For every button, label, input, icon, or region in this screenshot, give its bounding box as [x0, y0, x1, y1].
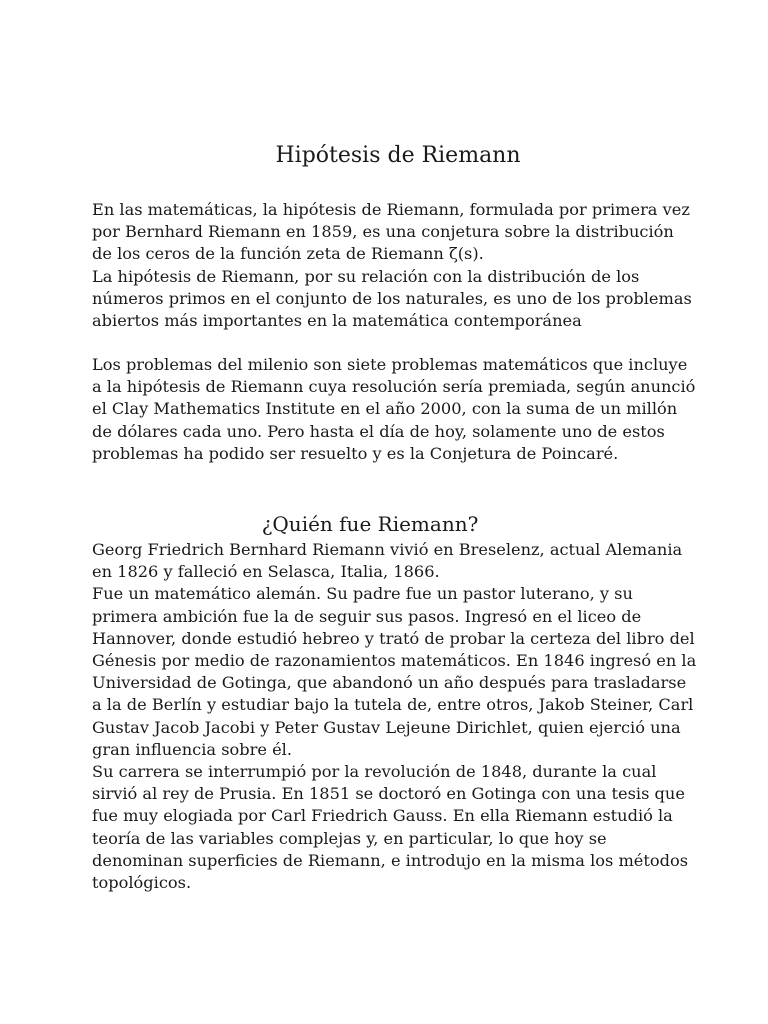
text-line: topológicos.	[92, 873, 192, 893]
millennium-paragraph	[92, 354, 696, 465]
text-line: de dólares cada uno. Pero hasta el día de hoy, solamente uno de estos	[92, 421, 665, 441]
text-line: por Bernhard Riemann en 1859, es una conjetura sobre la distribución	[92, 222, 674, 242]
text-line: Hannover, donde estudió hebreo y trató de probar la certeza del libro del	[92, 628, 695, 648]
text-line: Universidad de Gotinga, que abandonó un año después para trasladarse	[92, 673, 687, 693]
text-line: el Clay Mathematics Institute en el año 2000, con la suma de un millón	[92, 399, 678, 419]
text-line: problemas ha podido ser resuelto y es la Conjetura de Poincaré.	[92, 443, 619, 463]
text-line: sirvió al rey de Prusia. En 1851 se doctoró en Gotinga con una tesis que	[92, 784, 685, 804]
text-line: gran influencia sobre él.	[92, 739, 292, 759]
text-line: Su carrera se interrumpió por la revolución de 1848, durante la cual	[92, 762, 657, 782]
text-line: teoría de las variables complejas y, en particular, lo que hoy se	[92, 828, 607, 848]
section-heading: ¿Quién fue Riemann?	[261, 512, 479, 536]
text-line: denominan superficies de Riemann, e introdujo en la misma los métodos	[92, 850, 689, 870]
intro-paragraph	[92, 199, 692, 332]
text-line: Los problemas del milenio son siete problemas matemáticos que incluye	[92, 355, 688, 374]
text-line: En las matemáticas, la hipótesis de Riemann, formulada por primera vez	[92, 200, 690, 219]
text-line: Georg Friedrich Bernhard Riemann vivió en Breselenz, actual Alemania	[92, 540, 683, 559]
biography-paragraph	[92, 539, 697, 894]
text-line: primera ambición fue la de seguir sus pasos. Ingresó en el liceo de	[92, 606, 642, 626]
text-line: números primos en el conjunto de los naturales, es uno de los problemas	[92, 288, 692, 308]
text-line: fue muy elogiada por Carl Friedrich Gauss. En ella Riemann estudió la	[92, 806, 673, 826]
text-line: Fue un matemático alemán. Su padre fue un pastor luterano, y su	[92, 584, 633, 604]
text-line: en 1826 y falleció en Selasca, Italia, 1866.	[92, 562, 440, 582]
page-title: Hipótesis de Riemann	[275, 143, 521, 168]
text-line: Génesis por medio de razonamientos matemáticos. En 1846 ingresó en la	[92, 651, 697, 671]
text-line: a la de Berlín y estudiar bajo la tutela de, entre otros, Jakob Steiner, Carl	[92, 695, 694, 715]
text-line: a la hipótesis de Riemann cuya resolución sería premiada, según anunció	[92, 377, 696, 397]
text-line: de los ceros de la función zeta de Riemann ζ(s).	[92, 244, 484, 264]
text-line: Gustav Jacob Jacobi y Peter Gustav Lejeune Dirichlet, quien ejerció una	[92, 717, 681, 737]
text-line: abiertos más importantes en la matemática contemporánea	[92, 311, 582, 331]
text-line: La hipótesis de Riemann, por su relación con la distribución de los	[92, 266, 640, 286]
